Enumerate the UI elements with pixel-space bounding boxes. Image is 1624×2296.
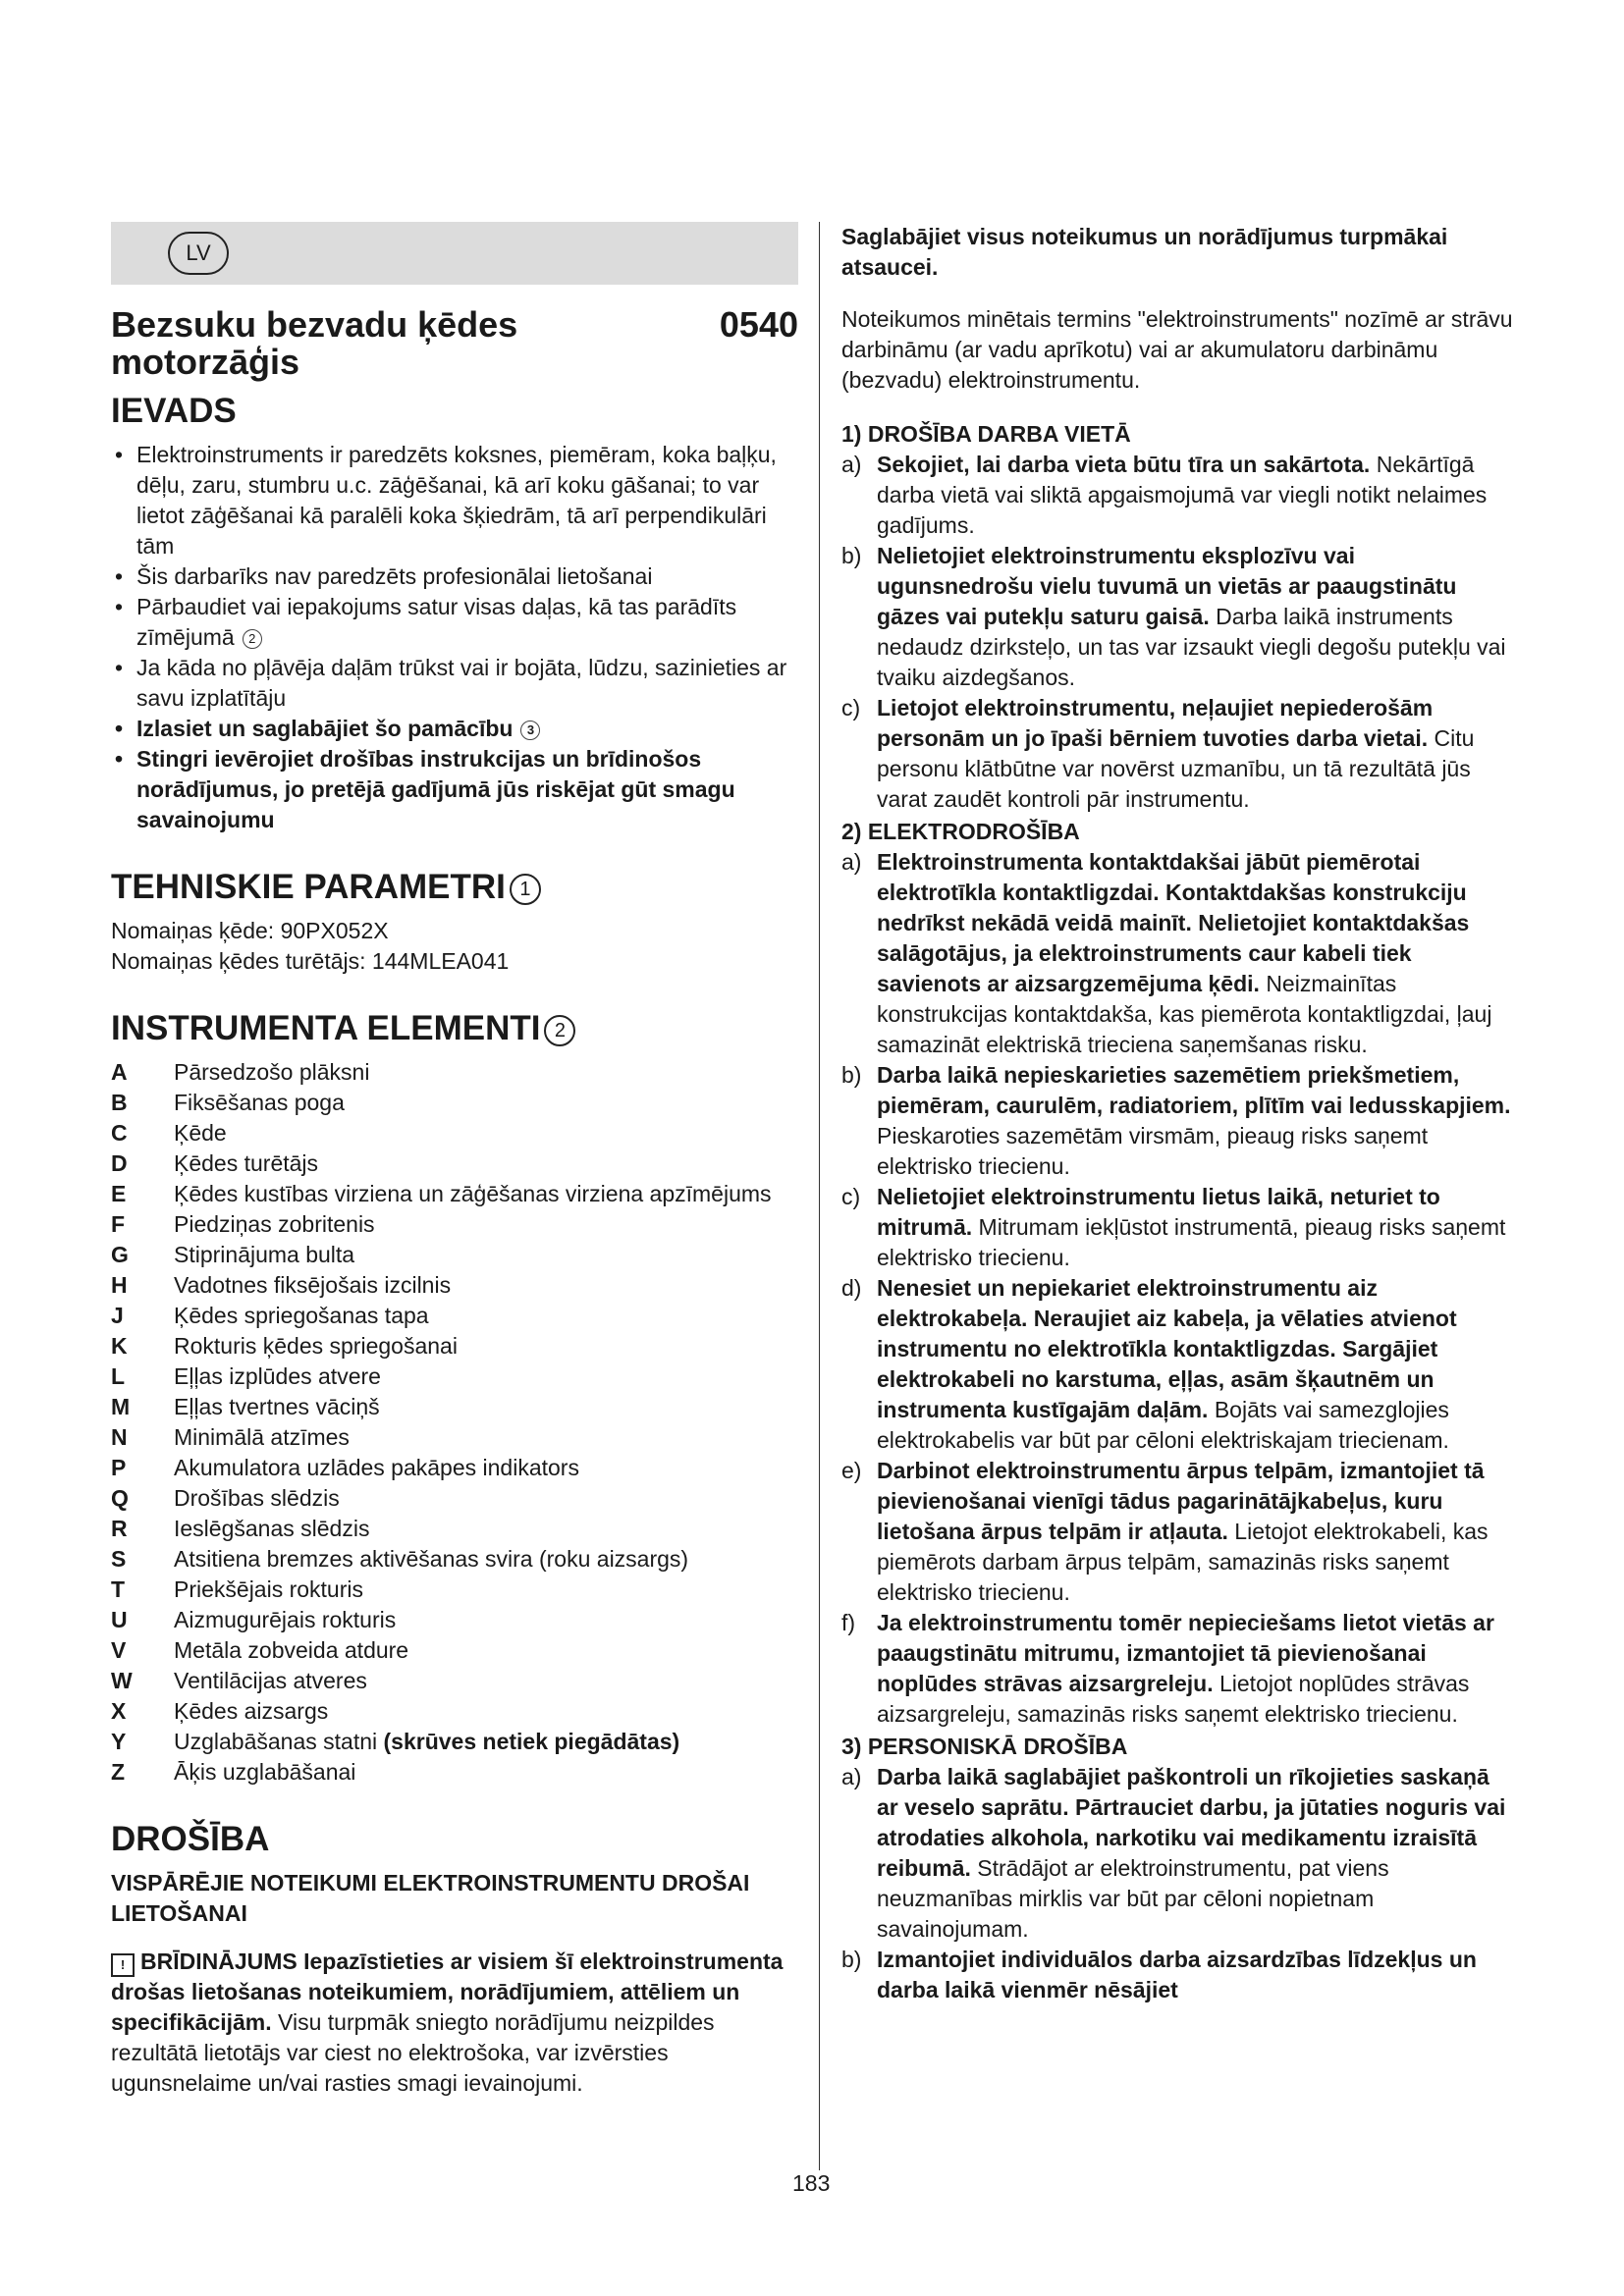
element-key: P xyxy=(111,1455,127,1480)
intro-item: • Stingri ievērojiet drošības instrukcijas un brīdinošos norādījumus, jo pretējā gadījumā jūs riskējat gūt smagu savainojumu xyxy=(111,744,798,835)
element-row xyxy=(111,1453,772,1483)
safety-item: a) Elektroinstrumenta kontaktdakšai jābūt piemērotai elektrotīkla kontaktligzdai. Kontaktdakšas konstrukciju nedrīkst nekādā veidā mainīt. Nelietojiet kontaktdakšas salāgotājus, ja elektroinstruments caur kabeli tiek savienots ar aizsargzemējuma ķēdi. Neizmainītas konstrukcijas kontaktdakša, kas piemērota kontaktligzdai, ļauj samazināt elektriskā trieciena saņemšanas risku. xyxy=(841,849,1492,1057)
element-row xyxy=(111,1696,772,1727)
intro-item: • Pārbaudiet vai iepakojums satur visas daļas, kā tas parādīts zīmējumā 2 xyxy=(111,592,798,653)
language-badge: LV xyxy=(168,232,229,275)
intro-item: • Šis darbarīks nav paredzēts profesionālai lietošanai xyxy=(111,561,798,592)
section-title: 2) ELEKTRODROŠĪBA xyxy=(841,819,1080,844)
element-row xyxy=(111,1240,772,1270)
intro-item: • Ja kāda no pļāvēja daļām trūkst vai ir bojāta, lūdzu, sazinieties ar savu izplatītāju xyxy=(111,653,798,714)
element-label: Ieslēgšanas slēdzis xyxy=(174,1516,370,1541)
element-row xyxy=(111,1179,772,1209)
element-row xyxy=(111,1148,772,1179)
figure-ref-icon: 3 xyxy=(520,721,540,740)
element-row xyxy=(111,1088,772,1118)
safety-item: e) Darbinot elektroinstrumentu ārpus telpām, izmantojiet tā pievienošanai vienīgi tādus pagarinātājkabeļus, kuru lietošana ārpus telpām ir atļauta. Lietojot elektrokabeli, kas piemērots darbam ārpus telpām, samazinās risks saņemt elektrisko triecienu. xyxy=(841,1458,1489,1605)
safety-item: b) Nelietojiet elektroinstrumentu eksplozīvu vai ugunsnedrošu vielu tuvumā un vietās ar paaugstinātu gāzes vai putekļu saturu gaisā. Darba laikā instruments nedaudz dzirksteļo, un tas var izsaukt viegli degošu putekļu vai tvaiku aizdegšanos. xyxy=(841,543,1506,690)
element-key: H xyxy=(111,1272,128,1298)
safety-item: a) Sekojiet, lai darba vieta būtu tīra un sakārtota. Nekārtīgā darba vietā vai sliktā apgaismojumā var viegli notikt nelaimes gadījums. xyxy=(841,452,1488,538)
element-label: Akumulatora uzlādes pakāpes indikators xyxy=(174,1455,579,1480)
page-number: 183 xyxy=(792,2170,831,2196)
elements-heading: INSTRUMENTA ELEMENTI 2 xyxy=(111,1010,798,1047)
element-key: W xyxy=(111,1668,133,1693)
element-row xyxy=(111,1422,772,1453)
element-row xyxy=(111,1209,772,1240)
language-bar xyxy=(111,222,798,285)
element-label: Aizmugurējais rokturis xyxy=(174,1607,397,1632)
section-title: 1) DROŠĪBA DARBA VIETĀ xyxy=(841,421,1131,447)
element-key: V xyxy=(111,1637,127,1663)
element-key: L xyxy=(111,1363,126,1389)
intro-item: • Izlasiet un saglabājiet šo pamācību 3 xyxy=(111,714,798,744)
element-key: K xyxy=(111,1333,128,1359)
intro-heading: IEVADS xyxy=(111,392,237,430)
safety-item: f) Ja elektroinstrumentu tomēr nepieciešams lietot vietās ar paaugstinātu mitrumu, izmantojiet tā pievienošanai noplūdes strāvas aizsargreleju. Lietojot noplūdes strāvas aizsargreleju, samazinās risks saņemt elektrisko triecienu. xyxy=(841,1610,1494,1727)
element-label: Stiprinājuma bulta xyxy=(174,1242,355,1267)
safety-item: b) Darba laikā nepieskarieties sazemētiem priekšmetiem, piemēram, caurulēm, radiatoriem, plītīm vai ledusskapjiem. Pieskaroties sazemētām virsmām, pieaug risks saņemt elektrisko triecienu. xyxy=(841,1062,1511,1179)
element-row xyxy=(111,1057,772,1088)
element-key: G xyxy=(111,1242,129,1267)
figure-ref-icon: 2 xyxy=(544,1015,575,1046)
element-key: A xyxy=(111,1059,128,1085)
element-row xyxy=(111,1483,772,1514)
element-key: S xyxy=(111,1546,127,1572)
safety-item: d) Nenesiet un nepiekariet elektroinstrumentu aiz elektrokabeļa. Neraujiet aiz kabeļa, ja vēlaties atvienot instrumentu no elektrotīkla kontaktligzdas. Sargājiet elektrokabeli no karstuma, eļļas, asām šķautnēm un instrumenta kustīgajām daļām. Bojāts vai samezglojies elektrokabelis var būt par cēloni elektriskajam triecienam. xyxy=(841,1275,1457,1453)
element-label: Ķēdes turētājs xyxy=(174,1150,319,1176)
element-key: C xyxy=(111,1120,128,1146)
term-definition: Noteikumos minētais termins "elektroinstruments" nozīmē ar strāvu darbināmu (ar vadu aprīkotu) vai ar akumulatoru darbināmu (bezvadu) elektroinstrumentu. xyxy=(841,306,1513,393)
element-label: Uzglabāšanas statni (skrūves netiek piegādātas) xyxy=(174,1729,680,1754)
element-key: B xyxy=(111,1090,128,1115)
column-divider xyxy=(819,222,820,2170)
figure-ref-icon: 1 xyxy=(510,874,541,905)
element-label: Drošības slēdzis xyxy=(174,1485,340,1511)
element-row xyxy=(111,1392,772,1422)
element-label: Ķēdes spriegošanas tapa xyxy=(174,1303,429,1328)
element-row xyxy=(111,1757,772,1788)
element-key: N xyxy=(111,1424,128,1450)
safety-subheading: VISPĀRĒJIE NOTEIKUMI ELEKTROINSTRUMENTU DROŠAI LIETOŠANAI xyxy=(111,1870,750,1926)
safety-heading: DROŠĪBA xyxy=(111,1820,270,1858)
element-label: Ķēdes aizsargs xyxy=(174,1698,329,1724)
element-label: Vadotnes fiksējošais izcilnis xyxy=(174,1272,452,1298)
element-key: E xyxy=(111,1181,127,1206)
element-row xyxy=(111,1605,772,1635)
element-key: Y xyxy=(111,1729,127,1754)
element-key: D xyxy=(111,1150,128,1176)
params-heading: TEHNISKIE PARAMETRI 1 xyxy=(111,869,798,906)
element-row xyxy=(111,1270,772,1301)
element-label: Fiksēšanas poga xyxy=(174,1090,345,1115)
safety-item: b) Izmantojiet individuālos darba aizsardzības līdzekļus un darba laikā vienmēr nēsājiet xyxy=(841,1947,1477,2002)
section-title: 3) PERSONISKĀ DROŠĪBA xyxy=(841,1734,1128,1759)
element-key: F xyxy=(111,1211,126,1237)
element-label: Metāla zobveida atdure xyxy=(174,1637,409,1663)
element-label: Rokturis ķēdes spriegošanai xyxy=(174,1333,458,1359)
element-label: Piedziņas zobritenis xyxy=(174,1211,375,1237)
elements-table xyxy=(111,1057,772,1788)
safety-sections xyxy=(841,419,1515,2005)
element-row xyxy=(111,1666,772,1696)
element-label: Ķēdes kustības virziena un zāģēšanas virziena apzīmējums xyxy=(174,1181,772,1206)
element-label: Eļļas izplūdes atvere xyxy=(174,1363,381,1389)
element-row xyxy=(111,1544,772,1575)
element-row xyxy=(111,1362,772,1392)
model-number: 0540 xyxy=(719,304,798,345)
element-label: Āķis uzglabāšanai xyxy=(174,1759,356,1785)
warning-paragraph: ! BRĪDINĀJUMS Iepazīstieties ar visiem šī elektroinstrumenta drošas lietošanas noteikumiem, norādījumiem, attēliem un specifikācijām. Visu turpmāk sniegto norādījumu neizpildes rezultātā lietotājs var ciest no elektrošoka, var izvērsties ugunsnelaime un/vai rasties smagi ievainojumi. xyxy=(111,1949,784,2096)
element-row xyxy=(111,1635,772,1666)
element-key: R xyxy=(111,1516,128,1541)
figure-ref-icon: 2 xyxy=(243,629,262,649)
element-row xyxy=(111,1118,772,1148)
params-line: Nomaiņas ķēde: 90PX052X xyxy=(111,918,389,943)
element-key: M xyxy=(111,1394,131,1419)
element-row xyxy=(111,1514,772,1544)
element-key: Q xyxy=(111,1485,129,1511)
element-label: Eļļas tvertnes vāciņš xyxy=(174,1394,380,1419)
element-key: J xyxy=(111,1303,124,1328)
element-key: Z xyxy=(111,1759,126,1785)
element-key: T xyxy=(111,1576,126,1602)
element-key: X xyxy=(111,1698,127,1724)
element-row xyxy=(111,1301,772,1331)
safety-item: c) Nelietojiet elektroinstrumentu lietus laikā, neturiet to mitrumā. Mitrumam iekļūstot instrumentā, pieaug risks saņemt elektrisko triecienu. xyxy=(841,1184,1506,1270)
title-row xyxy=(111,306,798,381)
element-label: Priekšējais rokturis xyxy=(174,1576,363,1602)
element-label: Pārsedzošo plāksni xyxy=(174,1059,370,1085)
product-title: Bezsuku bezvadu ķēdes motorzāģis xyxy=(111,304,518,382)
right-column xyxy=(841,222,1515,2005)
intro-list xyxy=(111,440,798,835)
intro-item: • Elektroinstruments ir paredzēts koksnes, piemēram, koka baļķu, dēļu, zaru, stumbru u.c. zāģēšanai, kā arī koku gāšanai; to var lietot zāģēšanai kā paralēli koka šķiedrām, tā arī perpendikulāri tām xyxy=(111,440,798,561)
element-label: Ķēde xyxy=(174,1120,227,1146)
params-line: Nomaiņas ķēdes turētājs: 144MLEA041 xyxy=(111,948,510,974)
element-row xyxy=(111,1575,772,1605)
element-label: Ventilācijas atveres xyxy=(174,1668,367,1693)
element-key: U xyxy=(111,1607,128,1632)
element-row xyxy=(111,1727,772,1757)
safety-item: c) Lietojot elektroinstrumentu, neļaujiet nepiederošām personām un jo īpaši bērniem tuvoties darba vietai. Citu personu klātbūtne var novērst uzmanību, un tā rezultātā jūs varat zaudēt kontroli pār instrumentu. xyxy=(841,695,1475,812)
warning-icon: ! xyxy=(111,1953,135,1977)
element-label: Atsitiena bremzes aktivēšanas svira (roku aizsargs) xyxy=(174,1546,689,1572)
left-column xyxy=(111,222,798,2099)
element-label: Minimālā atzīmes xyxy=(174,1424,350,1450)
safety-item: a) Darba laikā saglabājiet paškontroli un rīkojieties saskaņā ar veselo saprātu. Pārtrauciet darbu, ja jūtaties noguris vai atrodaties alkohola, narkotiku vai medikamentu izraisītā reibumā. Strādājot ar elektroinstrumentu, pat viens neuzmanības mirklis var būt par cēloni nopietnam savainojumam. xyxy=(841,1764,1506,1942)
keep-instructions: Saglabājiet visus noteikumus un norādījumus turpmākai atsaucei. xyxy=(841,224,1448,280)
element-row xyxy=(111,1331,772,1362)
